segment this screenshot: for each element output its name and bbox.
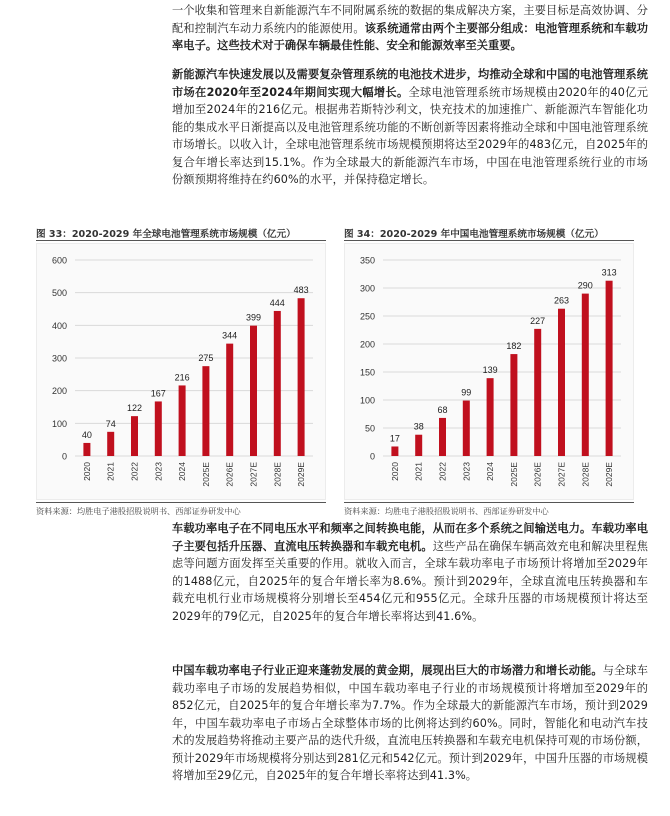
paragraph-pe-text: 这些产品在确保车辆高效充电和解决里程焦虑等问题方面发挥至关重要的作用。就收入而言，全球车载功率电子市场预计将增加至2029年的1488亿元，自2025年的复合年增长率为8.6%。预计到2029年，全球直流电压转换器和车载充电机行业市场规模将分别增长至454亿元和955亿元。全球升压器的市场规模预计将达至2029年的79亿元，自2025年的复合年增长率将达到41.6%。 (172, 539, 648, 623)
x-tick-label: 2023 (153, 462, 164, 481)
bar (298, 298, 305, 456)
y-tick-label: 0 (369, 451, 375, 462)
data-label: 483 (293, 285, 309, 296)
data-label: 290 (577, 280, 593, 291)
bar (510, 354, 517, 456)
paragraph-intro (172, 2, 648, 55)
figure-34-title: 图 34：2020-2029 年中国电池管理系统市场规模（亿元） (344, 229, 604, 240)
data-label: 227 (530, 315, 546, 326)
x-tick-label: 2022 (129, 462, 140, 481)
bar (439, 418, 446, 456)
x-tick-label: 2021 (413, 462, 424, 481)
data-label: 122 (126, 403, 143, 414)
y-tick-label: 50 (364, 423, 375, 434)
bar (534, 329, 541, 456)
bar (107, 432, 114, 456)
chart-global-bms-svg (37, 244, 325, 499)
figure-34-top-rule (344, 240, 634, 241)
bar (274, 311, 281, 456)
data-label: 216 (174, 372, 190, 383)
figure-34-source: 资料来源：均胜电子港股招股说明书、西部证券研发中心 (344, 506, 549, 516)
paragraph-bms-bold: 新能源汽车快速发展以及需要复杂管理系统的电池技术进步，均推动全球和中国的电池管理系统市场在2020年至2024年期间实现大幅增长。 (172, 68, 648, 99)
data-label: 344 (222, 330, 238, 341)
paragraph-pe-bold: 车载功率电子在不同电压水平和频率之间转换电能，从而在多个系统之间输送电力。车载功率电子主要包括升压器、直流电压转换器和车载充电机。 (172, 522, 648, 553)
paragraph-intro-bold: 该系统通常由两个主要部分组成：电池管理系统和车载功率电子。这些技术对于确保车辆最佳性能、安全和能源效率至关重要。 (172, 21, 648, 52)
data-label: 275 (198, 353, 214, 364)
chart-china-bms (344, 243, 634, 500)
figure-33-top-rule (36, 240, 326, 241)
bar (606, 281, 613, 456)
x-tick-label: 2028E (580, 462, 591, 487)
x-tick-label: 2024 (485, 462, 496, 481)
data-label: 263 (553, 295, 570, 306)
data-label: 17 (389, 433, 400, 444)
y-tick-label: 150 (359, 367, 375, 378)
x-tick-label: 2024 (177, 462, 188, 481)
figure-34-bottom-rule (344, 502, 634, 503)
x-tick-label: 2029E (604, 462, 615, 487)
figure-33-title: 图 33：2020-2029 年全球电池管理系统市场规模（亿元） (36, 229, 296, 240)
data-label: 38 (413, 421, 424, 432)
paragraph-bms-text: 全球电池管理系统市场规模由2020年的40亿元增加至2024年的216亿元。根据弗若斯特沙利文，快充技术的加速推广、新能源汽车智能化功能的集成水平日渐提高以及电池管理系统功能的不断创新等因素将推动全球和中国电池管理系统市场增长。以收入计，全球电池管理系统市场规模预期将达至2029年的483亿元，自2025年的复合年增长率达到15.1%。作为全球最大的新能源汽车市场，中国在电池管理系统行业的市场份额预期将维持在约60%的水平，并保持稳定增长。 (172, 85, 649, 186)
y-tick-label: 0 (61, 451, 67, 462)
bar (202, 366, 209, 456)
x-tick-label: 2025E (508, 462, 519, 487)
bar (83, 443, 90, 456)
data-label: 139 (482, 365, 498, 376)
data-label: 313 (601, 267, 617, 278)
y-tick-label: 350 (359, 255, 375, 266)
x-tick-label: 2022 (437, 462, 448, 481)
x-tick-label: 2027E (556, 462, 567, 487)
bar (179, 385, 186, 456)
figure-33-bottom-rule (36, 502, 326, 503)
x-tick-label: 2029E (296, 462, 307, 487)
chart-global-bms (36, 243, 326, 500)
y-tick-label: 300 (51, 353, 67, 364)
data-label: 444 (269, 297, 285, 308)
data-label: 399 (245, 312, 262, 323)
bar (226, 344, 233, 456)
x-tick-label: 2020 (81, 462, 92, 481)
y-tick-label: 100 (359, 395, 375, 406)
x-tick-label: 2027E (248, 462, 259, 487)
y-tick-label: 200 (51, 386, 67, 397)
bar (415, 435, 422, 456)
y-tick-label: 600 (51, 255, 67, 266)
bar (558, 309, 565, 456)
data-label: 40 (81, 429, 92, 440)
x-tick-label: 2023 (461, 462, 472, 481)
x-tick-label: 2020 (389, 462, 400, 481)
x-tick-label: 2026E (532, 462, 543, 487)
paragraph-bms-market (172, 66, 648, 189)
data-label: 182 (506, 341, 522, 352)
x-tick-label: 2025E (200, 462, 211, 487)
x-tick-label: 2021 (105, 462, 116, 481)
y-tick-label: 300 (359, 283, 375, 294)
y-tick-label: 400 (51, 320, 67, 331)
paragraph-china-pe-text: 与全球车载功率电子市场的发展趋势相似，中国车载功率电子行业的市场规模预计将增加至2029年的852亿元，自2025年的复合年增长率为7.7%。作为全球最大的新能源汽车市场，预计到2029年，中国车载功率电子市场占全球整体市场的比例将达到约60%。同时，智能化和电动汽车技术的发展趋势将推动主要产品的迭代升级，直流电压转换器和车载充电机保持可观的市场份额，预计2029年市场规模将分别达到281亿元和542亿元。预计到2029年，中国升压器的市场规模将增加至29亿元，自2025年的复合年增长率将达到41.3%。 (172, 664, 648, 782)
paragraph-intro-text: 一个收集和管理来自新能源汽车不同附属系统的数据的集成解决方案，主要目标是高效协调、分配和控制汽车动力系统内的能源使用。 (172, 4, 648, 35)
y-tick-label: 500 (51, 288, 67, 299)
paragraph-power-electronics (172, 520, 648, 625)
bar (155, 401, 162, 456)
bar (582, 294, 589, 456)
bar (487, 378, 494, 456)
x-tick-label: 2028E (272, 462, 283, 487)
bar (463, 401, 470, 456)
data-label: 74 (105, 418, 116, 429)
data-label: 167 (150, 388, 166, 399)
y-tick-label: 250 (359, 311, 375, 322)
x-tick-label: 2026E (224, 462, 235, 487)
bar (250, 326, 257, 456)
bar (131, 416, 138, 456)
figure-33-source: 资料来源：均胜电子港股招股说明书、西部证券研发中心 (36, 506, 241, 516)
y-tick-label: 100 (51, 418, 67, 429)
paragraph-china-pe-bold: 中国车载功率电子行业正迎来蓬勃发展的黄金期，展现出巨大的市场潜力和增长动能。 (172, 664, 603, 677)
bar (391, 446, 398, 456)
data-label: 68 (437, 404, 448, 415)
chart-china-bms-svg (345, 244, 633, 499)
data-label: 99 (461, 387, 472, 398)
paragraph-china-power-electronics (172, 662, 648, 785)
y-tick-label: 200 (359, 339, 375, 350)
